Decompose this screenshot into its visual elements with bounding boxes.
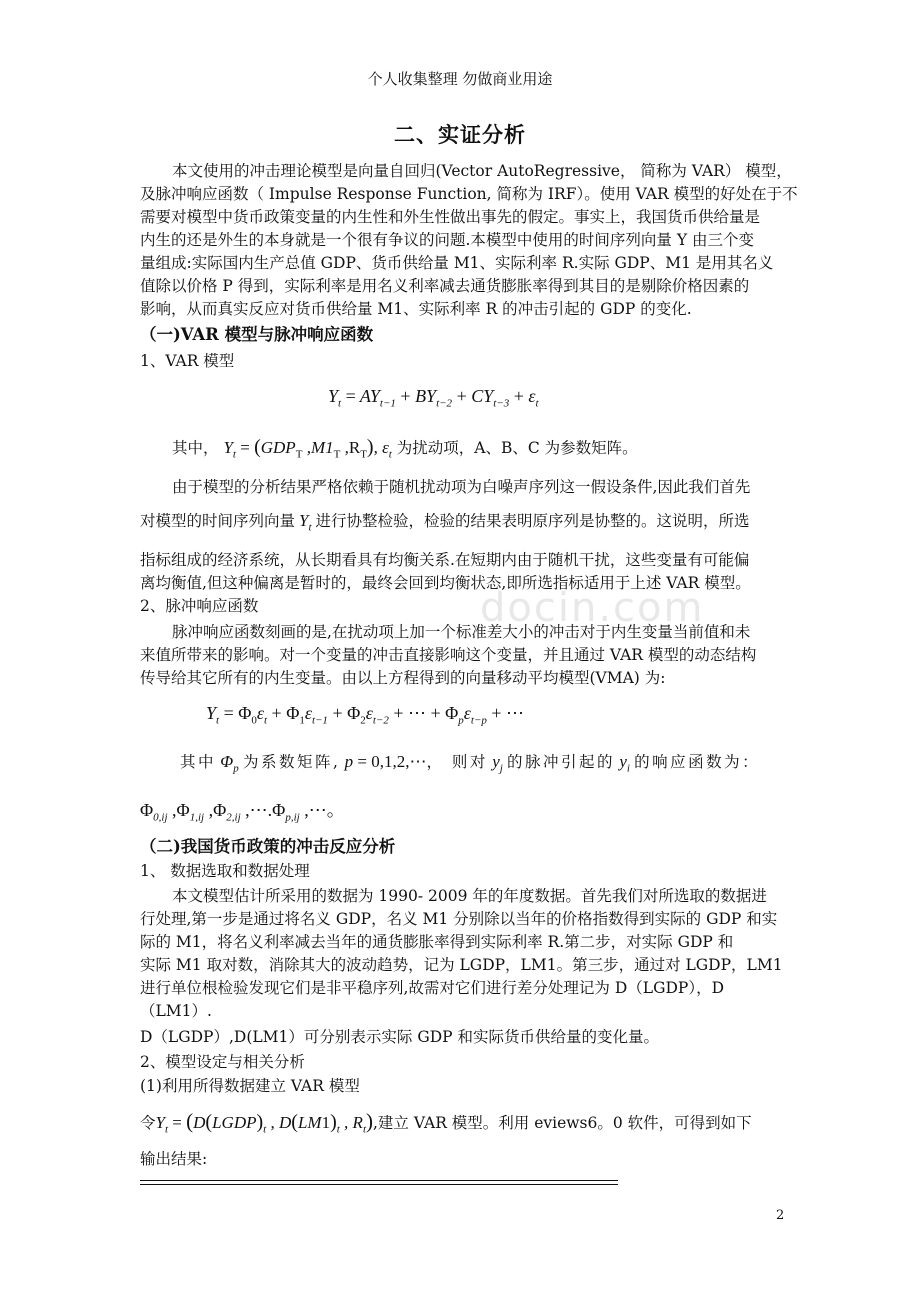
where2-a: 其中 [180, 753, 217, 771]
yt-definition: $Y_t$ = ($D(LGDP)_t$ , $D(LM1)_t$ , $R_t$) [155, 1109, 373, 1136]
where2-c: ， 则对 [426, 753, 488, 771]
page-header: 个人收集整理 勿做商业用途 [367, 70, 553, 88]
para4-line-5: 进行单位根检验发现它们是非平稳序列,故需对它们进行差分处理记为 D（LGDP），D [140, 979, 724, 997]
where-prefix: 其中， [172, 439, 219, 457]
intro-line-1: 本文使用的冲击理论模型是向量自回归(Vector AutoRegressive， 简称为 VAR） 模型， [172, 162, 792, 180]
section-heading-2: （二)我国货币政策的冲击反应分析 [140, 837, 396, 856]
intro-line-7: 影响，从而真实反应对货币供给量 M1、实际利率 R 的冲击引起的 GDP 的变化. [140, 300, 692, 318]
para2-prefix: 对模型的时间序列向量 [140, 512, 296, 530]
double-rule-top [140, 1180, 618, 1181]
yt-symbol: $Y_t$ [299, 511, 312, 534]
para4-line-6: （LM1）. [140, 1002, 212, 1020]
where-suffix: 为扰动项，A、B、C 为参数矩阵。 [396, 439, 638, 457]
double-rule-bottom [140, 1184, 618, 1185]
para3-line-3: 传导给其它所有的内生变量。由以上方程得到的向量移动平均模型(VMA) 为: [140, 669, 666, 687]
intro-line-2: 及脉冲响应函数（ Impulse Response Function, 简称为 IRF）。使用 VAR 模型的好处在于不 [140, 185, 798, 203]
intro-line-5: 量组成:实际国内生产总值 GDP、货币供给量 M1、实际利率 R.实际 GDP、M1 是用其名义 [140, 254, 774, 272]
where2-d: 的脉冲引起的 [507, 753, 616, 771]
para4-line-7: D（LGDP）,D(LM1）可分别表示实际 GDP 和实际货币供给量的变化量。 [140, 1028, 659, 1046]
para2-line-3: 指标组成的经济系统，从长期看具有均衡关系.在短期内由于随机干扰，这些变量有可能偏 [140, 551, 750, 569]
vma-equation: $Y_t = \Phi_0\varepsilon_t + \Phi_1\varepsilon_{t-1} + \Phi_2\varepsilon_{t-2}$ + ⋯ + $\Phi_p\varepsilon_{t-p}$ + ⋯ [206, 703, 525, 727]
para2-line-1: 由于模型的分析结果严格依赖于随机扰动项为白噪声序列这一假设条件,因此我们首先 [172, 478, 751, 496]
vector-definition: $Y_t = (GDP_T$ $,M1_T$ $,R_T$), $\varepsilon_t$ [223, 436, 392, 461]
phi-p-symbol: $\Phi_p$ [216, 752, 239, 775]
yi-symbol: $y_i$ [615, 752, 630, 775]
intro-line-6: 值除以价格 P 得到，实际利率是用名义利率减去通货膨胀率得到其目的是剔除价格因素的 [140, 277, 750, 295]
para5-line-1 [140, 1110, 752, 1140]
subheading-var-model: 1、VAR 模型 [140, 352, 235, 370]
subheading-build-var: (1)利用所得数据建立 VAR 模型 [140, 1077, 360, 1095]
where2-b: 为系数矩阵, [242, 753, 341, 771]
page-number: 2 [776, 1208, 785, 1223]
para4-line-3: 际的 M1，将名义利率减去当年的通货膨胀率得到实际利率 R.第二步，对实际 GDP 和 [140, 933, 734, 951]
para5-line-2: 输出结果: [140, 1150, 208, 1168]
subheading-irf: 2、脉冲响应函数 [140, 597, 259, 615]
intro-line-4: 内生的还是外生的本身就是一个很有争议的问题.本模型中使用的时间序列向量 Y 由三个变 [140, 231, 755, 249]
response-sequence: $\Phi_{0,ij}$ $,\Phi_{1,ij}$ $,\Phi_{2,ij}$ $,\cdots.\Phi_{p,ij}$ ,⋯。 [140, 800, 345, 824]
watermark: docin.com [480, 585, 705, 631]
where-line-2 [180, 751, 760, 779]
where-line-1 [172, 436, 638, 465]
para5-prefix: 令 [140, 1114, 156, 1132]
para2-line-2-text: 进行协整检验，检验的结果表明原序列是协整的。这说明，所选 [315, 512, 750, 530]
para4-line-2: 行处理,第一步是通过将名义 GDP，名义 M1 分别除以当年的价格指数得到实际的 GDP 和实 [140, 910, 778, 928]
para2-line-2 [140, 510, 750, 538]
intro-line-3: 需要对模型中货币政策变量的内生性和外生性做出事先的假定。事实上，我国货币供给量是 [140, 208, 761, 226]
para4-line-4: 实际 M1 取对数，消除其大的波动趋势，记为 LGDP，LM1。第三步，通过对 LGDP，LM1 [140, 956, 783, 974]
section-heading-1: （一)VAR 模型与脉冲响应函数 [140, 325, 374, 344]
subheading-data: 1、 数据选取和数据处理 [140, 862, 310, 880]
subheading-model-setup: 2、模型设定与相关分析 [140, 1053, 305, 1071]
para4-line-1: 本文模型估计所采用的数据为 1990- 2009 年的年度数据。首先我们对所选取的数据进 [172, 887, 767, 905]
section-title: 二、实证分析 [394, 123, 526, 147]
para3-line-2: 来值所带来的影响。对一个变量的冲击直接影响这个变量，并且通过 VAR 模型的动态结构 [140, 646, 757, 664]
para5-suffix: ,建立 VAR 模型。利用 eviews6。0 软件，可得到如下 [373, 1114, 752, 1132]
where2-e: 的响应函数为： [634, 753, 761, 771]
p-range: p = 0,1,2,⋯ [340, 752, 427, 771]
yj-symbol: $y_j$ [487, 752, 503, 775]
var-equation: $Y_t = AY_{t-1} + BY_{t-2} + CY_{t-3} + \varepsilon_t$ [328, 386, 539, 410]
para2-line-4: 离均衡值,但这种偏离是暂时的，最终会回到均衡状态,即所选指标适用于上述 VAR 模型。 [140, 574, 751, 592]
para3-line-1: 脉冲响应函数刻画的是,在扰动项上加一个标准差大小的冲击对于内生变量当前值和未 [172, 623, 751, 641]
